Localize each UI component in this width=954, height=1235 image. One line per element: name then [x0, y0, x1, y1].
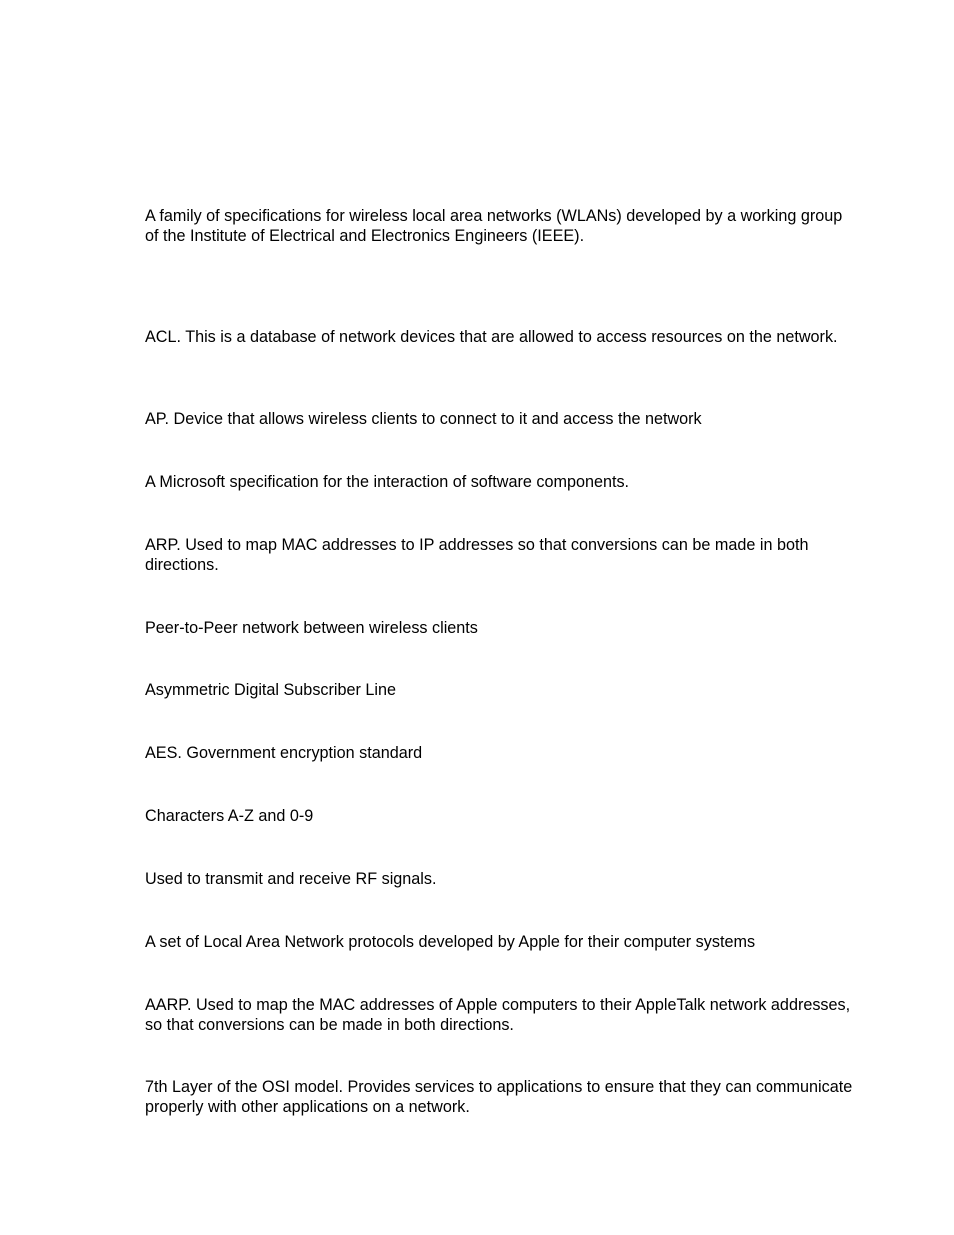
definition-aarp: AARP. Used to map the MAC addresses of Apple computers to their AppleTalk network addresses, so that conversions can be made in both directions. [145, 996, 851, 1034]
definition-aes: AES. Government encryption standard [145, 744, 423, 762]
definition-appletalk: A set of Local Area Network protocols developed by Apple for their computer systems [145, 933, 756, 951]
definition-ieee-802-11: A family of specifications for wireless local area networks (WLANs) developed by a working group of the Institute of Electrical and Electronics Engineers (IEEE). [145, 207, 843, 245]
definition-activex: A Microsoft specification for the interaction of software components. [145, 473, 630, 491]
definition-arp: ARP. Used to map MAC addresses to IP addresses so that conversions can be made in both directions. [145, 536, 809, 574]
definition-antenna: Used to transmit and receive RF signals. [145, 870, 437, 888]
definition-access-point: AP. Device that allows wireless clients to connect to it and access the network [145, 410, 702, 428]
definition-application-layer: 7th Layer of the OSI model. Provides services to applications to ensure that they can communicate properly with other applications on a network. [145, 1078, 853, 1116]
definition-adsl: Asymmetric Digital Subscriber Line [145, 681, 396, 699]
definition-ad-hoc: Peer-to-Peer network between wireless clients [145, 619, 478, 637]
definition-acl: ACL. This is a database of network devices that are allowed to access resources on the network. [145, 328, 838, 346]
definition-alphanumeric: Characters A-Z and 0-9 [145, 807, 314, 825]
